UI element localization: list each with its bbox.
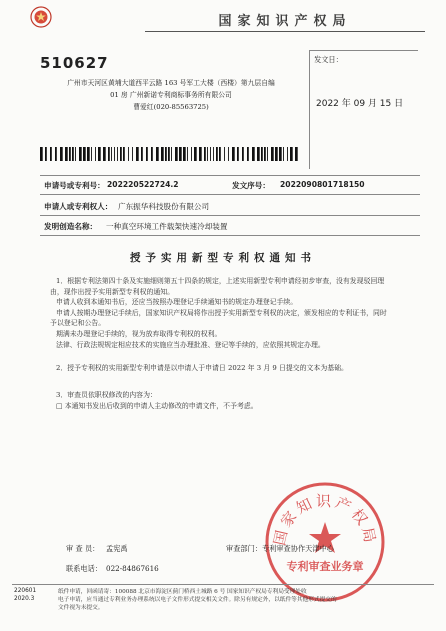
footer-divider: [12, 584, 434, 585]
divider: [40, 175, 420, 176]
body-line: 予以登记和公告。: [50, 319, 106, 328]
header-rule: [145, 31, 425, 32]
body-line: 3．审查员依职权修改的内容为：: [56, 391, 157, 399]
national-emblem-icon: [30, 6, 52, 28]
divider: [40, 235, 420, 236]
applicant-label: 申请人或专利权人：: [44, 202, 113, 211]
address-line: 广州市天河区黄埔大道西平云路 163 号军工大楼（西楼）第九层自编: [67, 79, 275, 87]
form-code: 220601: [14, 588, 37, 594]
footer-line: 电子申请，应当通过专利业务办理系统以电子文件形式提交相关文件。除另有规定外，以纸件等其他形式提交的: [58, 597, 337, 603]
divider: [40, 215, 420, 216]
body-line: 2．授予专利权的实用新型专利申请是以申请人于申请日 2022 年 3 月 9 日提交的文本为基础。: [56, 364, 348, 372]
postal-code: 510627: [40, 54, 109, 72]
body-line: 期满未办理登记手续的，视为放弃取得专利权的权利。: [56, 329, 222, 338]
application-no-label: 申请号或专利号：: [44, 181, 105, 190]
footer-notes: [58, 588, 434, 612]
official-seal: [263, 480, 387, 604]
divider: [40, 194, 420, 195]
seal-bottom-text: 专利审查业务章: [286, 560, 364, 573]
notice-title: 授予实用新型专利权通知书: [130, 252, 316, 264]
examination-dept: 审查部门：专利审查协作天津中心: [226, 544, 334, 553]
address-line: 01 房 广州新诺专利商标事务所有限公司: [110, 91, 232, 99]
body-line: 由，现作出授予实用新型专利权的通知。: [50, 287, 175, 296]
applicant: 广东振华科技股份有限公司: [118, 202, 210, 211]
footer-line: 纸件申请，回函请寄：100088 北京市海淀区蓟门桥西土城路 6 号 国家知识产权局专利局受理处收: [58, 589, 307, 595]
examiner-label: 审 查 员：: [66, 544, 100, 553]
seal-top-text: 国家知识产权局: [270, 492, 380, 548]
notice-body-para2: [50, 363, 410, 374]
serial-no: 2022090801718150: [280, 180, 365, 189]
body-line: 申请人收到本通知书后，还应当按照办理登记手续通知书的规定办理登记手续。: [56, 298, 298, 307]
invention-label: 发明创造名称：: [44, 222, 98, 231]
dispatch-box: [309, 50, 418, 169]
form-year: 2020.3: [14, 596, 35, 602]
notice-body-para3: [50, 390, 410, 411]
application-no: 202220522724.2: [107, 180, 179, 189]
footer-line: 文件视为未提交。: [58, 605, 104, 611]
body-line: □ 本通知书发出后收到的申请人主动修改的申请文件，不予考虑。: [56, 401, 258, 410]
office-title: 国家知识产权局: [218, 14, 352, 29]
serial-label: 发文序号：: [232, 181, 270, 190]
body-line: 法律、行政法规规定相应技术的实施应当办理批准、登记等手续的，应依照其规定办理。: [56, 340, 325, 349]
phone-number: 022-84867616: [106, 564, 159, 573]
address-contact: 曹爱红(020-85563725): [133, 103, 209, 111]
body-line: 申请人按期办理登记手续后，国家知识产权局将作出授予实用新型专利权的决定，颁发相应的专利证书，同时: [56, 308, 387, 317]
phone-label: 联系电话：: [66, 564, 102, 573]
dispatch-label: 发文日：: [314, 55, 343, 64]
invention-name: 一种真空环境工件载架快速冷却装置: [106, 222, 228, 231]
barcode: [40, 146, 302, 160]
notice-body-para1: [50, 276, 410, 350]
examiner-name: 孟宪禹: [106, 544, 128, 553]
body-line: 1．根据专利法第四十条及实施细则第五十四条的规定，上述实用新型专利申请经初步审查，没有发现驳回理: [56, 277, 385, 285]
dispatch-date: 2022 年 09 月 15 日: [316, 99, 404, 109]
